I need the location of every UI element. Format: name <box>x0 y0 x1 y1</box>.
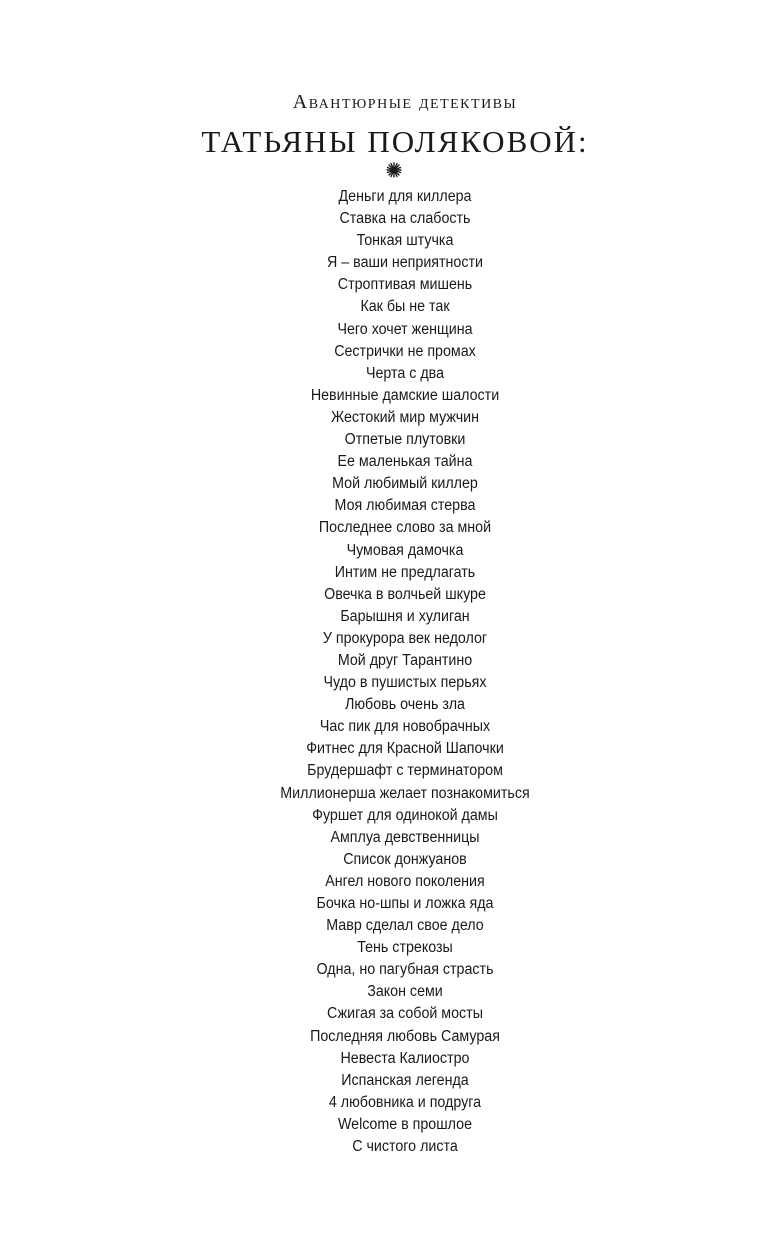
book-title-item: 4 любовника и подруга <box>328 1093 482 1111</box>
book-title-item: Невинные дамские шалости <box>310 386 500 404</box>
book-title-item: Овечка в волчьей шкуре <box>324 585 486 603</box>
book-title-item: Мавр сделал свое дело <box>326 917 484 935</box>
book-title-item: Жестокий мир мужчин <box>330 408 480 426</box>
book-title-item: Испанская легенда <box>341 1071 469 1089</box>
book-title-item: Час пик для новобрачных <box>319 718 491 736</box>
book-title-item: Черта с два <box>365 364 445 382</box>
book-title-item: Фитнес для Красной Шапочки <box>306 740 504 758</box>
book-title-item: Закон семи <box>367 983 443 1001</box>
book-title-item: Любовь очень зла <box>344 696 466 714</box>
book-title-item: Последнее слово за мной <box>318 519 492 537</box>
book-title-item: Как бы не так <box>360 298 450 316</box>
book-title-item: Чумовая дамочка <box>346 541 464 559</box>
book-title-item: Фуршет для одинокой дамы <box>312 806 498 824</box>
author-heading: ТАТЬЯНЫ ПОЛЯКОВОЙ: <box>201 124 589 159</box>
book-title-item: Миллионерша желает познакомиться <box>280 784 530 802</box>
book-title-item: Сестрички не промах <box>334 342 476 360</box>
book-title-item: Последняя любовь Самурая <box>310 1027 500 1045</box>
book-title-item: Невеста Калиостро <box>340 1049 470 1067</box>
book-title-item: Ее маленькая тайна <box>337 453 473 471</box>
book-title-item: Одна, но пагубная страсть <box>316 961 494 979</box>
book-title-item: Мой друг Тарантино <box>337 651 473 669</box>
book-title-item: Мой любимый киллер <box>332 475 478 493</box>
book-title-item: Бочка но-шпы и ложка яда <box>316 895 494 912</box>
book-title-item: Welcome в прошлое <box>337 1115 473 1133</box>
series-label: Авантюрные детективы <box>292 91 518 113</box>
book-title-item: Моя любимая стерва <box>334 497 476 515</box>
book-title-item: Брудершафт с терминатором <box>307 762 503 780</box>
book-title-item: Тень стрекозы <box>357 939 453 957</box>
book-title-item: Барышня и хулиган <box>340 607 470 625</box>
book-title-item: Ставка на слабость <box>339 210 471 228</box>
book-title-item: Чего хочет женщина <box>337 320 473 338</box>
star-burst-icon <box>382 160 406 180</box>
book-title-item: У прокурора век недолог <box>322 629 488 647</box>
book-title-item: Чудо в пушистых перьях <box>323 674 487 692</box>
book-title-item: Тонкая штучка <box>356 232 454 250</box>
book-title-item: Отпетые плутовки <box>344 431 466 449</box>
book-title-item: Строптивая мишень <box>337 276 473 294</box>
book-title-item: Сжигая за собой мосты <box>327 1005 483 1023</box>
book-title-item: Интим не предлагать <box>334 563 476 581</box>
book-title-item: Ангел нового поколения <box>325 872 485 890</box>
book-title-item: Деньги для киллера <box>338 188 472 205</box>
book-title-item: Список донжуанов <box>343 850 467 868</box>
book-titles-list <box>0 186 768 1158</box>
book-title-item: Я – ваши неприятности <box>327 254 483 272</box>
book-title-item: С чистого листа <box>352 1138 458 1156</box>
book-title-item: Амплуа девственницы <box>330 828 480 846</box>
